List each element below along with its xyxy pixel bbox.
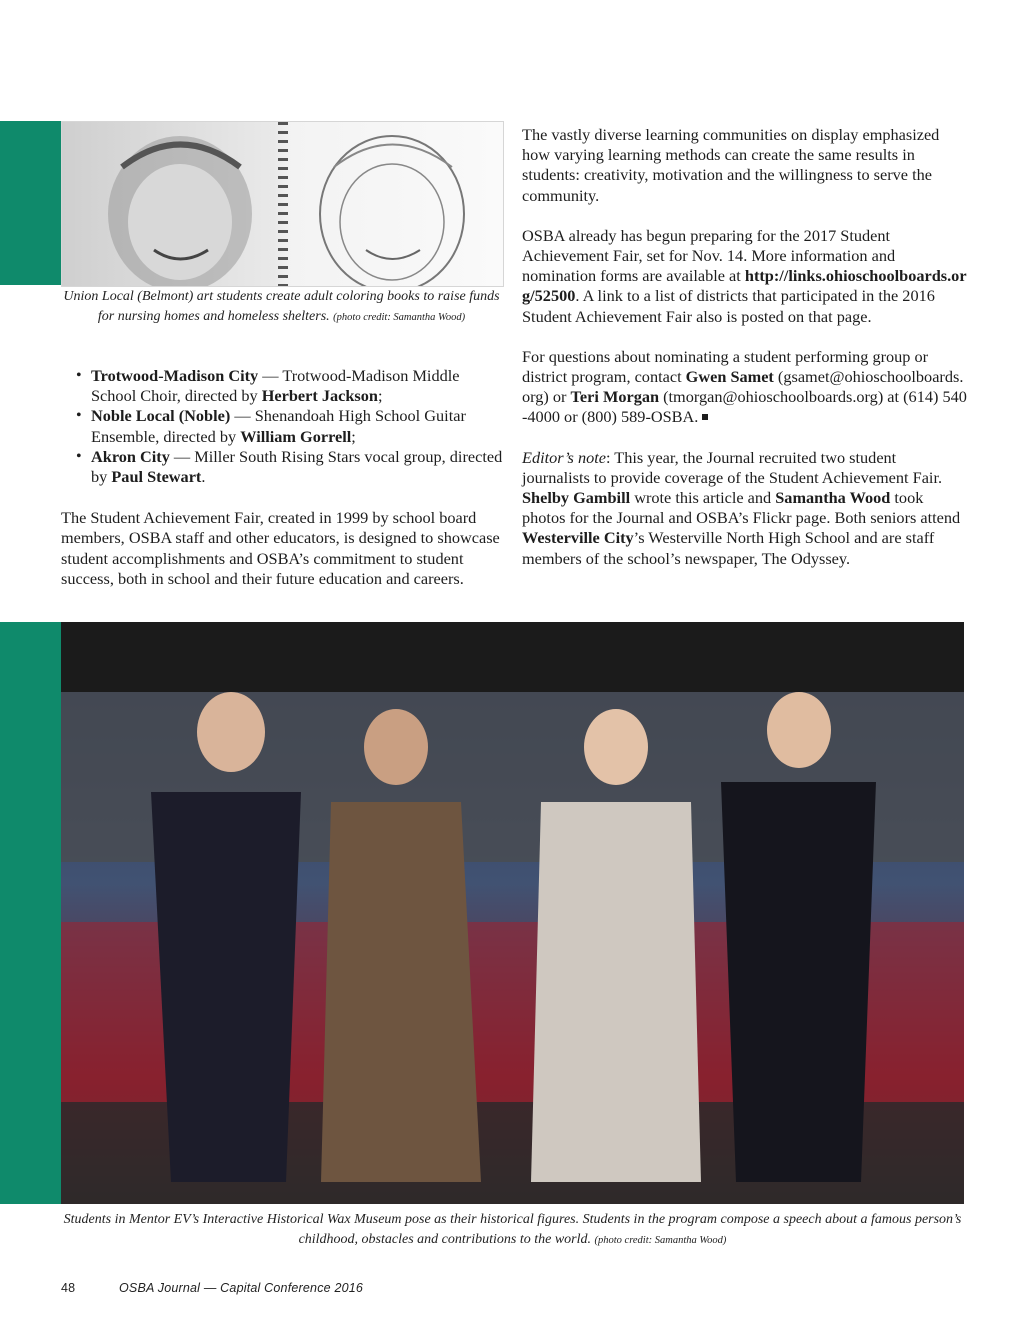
punctuation: . (201, 467, 206, 487)
coloring-book-photo (61, 121, 504, 287)
group-description: Miller South Rising Stars vocal group, directed by (91, 446, 503, 487)
district-name: Trotwood-Madison City (91, 366, 259, 385)
punctuation: ; (351, 426, 356, 446)
paragraph-2017-fair (522, 226, 967, 327)
wax-museum-photo (61, 622, 964, 1204)
district-name: Noble Local (Noble) (91, 406, 231, 426)
right-column (522, 125, 967, 589)
photo2-caption-text: Students in Mentor EV’s Interactive Historical Wax Museum pose as their historical figures. Students in the program compose a speech about a famous person’s childhood, obstacles and contributions to the world. (63, 1212, 962, 1247)
bullet-icon: • (76, 367, 82, 384)
text: wrote this article and (630, 488, 776, 508)
end-of-article-icon (702, 414, 708, 420)
bullet-icon: • (76, 447, 82, 465)
paragraph-diverse-communities: The vastly diverse learning communities on display emphasized how varying learning methods can create the same results in students: creativity, motivation and the willingness to serve the community. (522, 125, 940, 205)
text: ’s Westerville North High School and are staff members of the school’s newspaper, The Odyssey. (522, 528, 935, 568)
fair-description-paragraph: The Student Achievement Fair, created in 1999 by school board members, OSBA staff and other educators, is designed to showcase student accomplishments and OSBA’s commitment to student success, both in school and their future education and careers. (61, 508, 500, 588)
photo1-caption-text: Union Local (Belmont) art students create adult coloring books to raise funds for nursing homes and homeless shelters. (63, 289, 500, 324)
photo1-caption (63, 287, 500, 328)
green-accent-bar-bottom (0, 622, 61, 1204)
contact-name: Gwen Samet (685, 367, 774, 387)
editors-note-label: Editor’s note (522, 447, 606, 467)
text: . A link to a list of districts that participated in the 2016 Student Achievement Fair also is posted on that page. (522, 286, 935, 326)
director-name: Herbert Jackson (261, 386, 378, 406)
contact-email-phone[interactable]: (tmorgan@ohioschoolboards.org) at (614) 540-4000 or (800) 589-OSBA. (522, 387, 967, 427)
punctuation: ; (377, 386, 383, 406)
photo2-caption (61, 1210, 964, 1251)
list-item (61, 406, 506, 446)
text: took photos for the Journal and OSBA’s Flickr page. Both seniors attend (522, 488, 961, 528)
director-name: Paul Stewart (111, 467, 202, 487)
photo1-credit: (photo credit: Samantha Wood) (333, 312, 466, 323)
publication-title: OSBA Journal — Capital Conference 2016 (119, 1281, 364, 1295)
photographer-name: Samantha Wood (775, 488, 891, 508)
director-name: William Gorrell (240, 426, 352, 446)
text: OSBA already has begun preparing for the 2017 Student Achievement Fair, set for Nov. 14. More information and nomination forms are available at (522, 225, 896, 286)
district-name: Westerville City (522, 528, 634, 548)
left-column (61, 366, 506, 609)
contact-name: Teri Morgan (570, 387, 660, 407)
district-name: Akron City (91, 446, 170, 466)
separator: — (169, 446, 195, 466)
nomination-link[interactable]: http://links.ohioschoolboards.org/52500 (522, 266, 967, 306)
separator: — (230, 406, 255, 426)
green-accent-bar-top (0, 121, 61, 285)
contact-email[interactable]: (gsamet@ohioschoolboards.org) or (522, 367, 964, 407)
wax-museum-illustration (61, 622, 964, 1204)
performer-list (61, 366, 506, 487)
page-number: 48 (61, 1281, 76, 1295)
photo2-credit: (photo credit: Samantha Wood) (594, 1235, 727, 1246)
group-description: Shenandoah High School Guitar Ensemble, directed by (91, 406, 466, 446)
text: For questions about nominating a student performing group or district program, contact (522, 346, 929, 387)
writer-name: Shelby Gambill (522, 488, 631, 508)
text: : This year, the Journal recruited two student journalists to provide coverage of the Student Achievement Fair. (522, 447, 943, 487)
coloring-book-illustration (62, 122, 503, 286)
list-item (61, 366, 506, 406)
bullet-icon: • (76, 407, 82, 425)
list-item (61, 447, 506, 487)
paragraph-editors-note (522, 448, 967, 569)
separator: — (258, 366, 283, 385)
paragraph-contact (522, 347, 967, 428)
group-description: Trotwood-Madison Middle School Choir, directed by (91, 366, 460, 406)
